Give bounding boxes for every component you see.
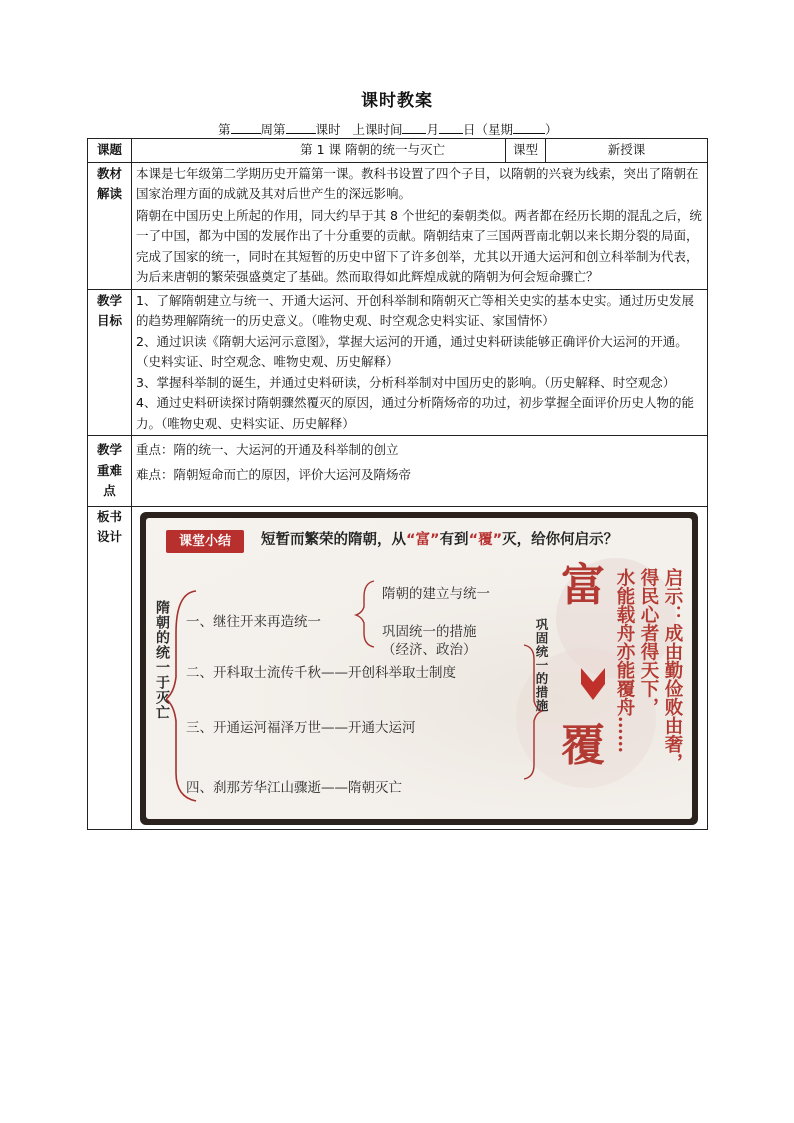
goal-item: 2、通过识读《隋朝大运河示意图》，掌握大运河的开通，通过史料研读能够正确评价大运河的开通。（史料实证、时空观念、唯物史观、历史解释） <box>136 333 688 369</box>
label-topic: 课题 <box>88 139 132 163</box>
headline-fu2: “覆” <box>468 531 503 548</box>
insight-col-1: 启示：成由勤俭败由奢， <box>662 567 683 771</box>
board-side-title: 隋朝的统一于灭亡 <box>154 599 170 720</box>
row-board <box>88 506 708 829</box>
consolidation-vertical: 巩固统一的措施 <box>534 617 549 712</box>
row-material <box>88 162 708 289</box>
subtitle-day-weekday: 日（星期 <box>463 122 514 137</box>
branch-4: 四、刹那芳华江山骤逝——隋朝灭亡 <box>186 779 402 796</box>
blank-period[interactable] <box>286 121 316 134</box>
subtitle-time: 上课时间 <box>352 122 403 137</box>
subtitle-di: 第 <box>218 122 231 137</box>
key-points-content <box>132 436 708 507</box>
blackboard-summary-image <box>140 512 698 825</box>
blank-week[interactable] <box>231 121 261 134</box>
label-key-points: 教学重难点 <box>88 436 132 507</box>
branch-1-sub-b: 巩固统一的措施 <box>382 623 477 640</box>
row-topic <box>88 139 708 163</box>
branch-1-sub-b-note: （经济、政治） <box>382 641 477 658</box>
subtitle-close: ） <box>545 122 558 137</box>
goal-item: 3、掌握科举制的诞生，并通过史料研读，分析科举制对中国历史的影响。（历史解释、时空观念） <box>136 374 676 390</box>
branch-3: 三、开通运河福泽万世——开通大运河 <box>186 719 416 736</box>
goals-content <box>132 289 708 436</box>
big-char-fu: 富 <box>561 559 605 611</box>
goal-item: 1、了解隋朝建立与统一、开通大运河、开创科举制和隋朝灭亡等相关史实的基本史实。通过历史发展的趋势理解隋统一的历史意义。（唯物史观、时空观念史料实证、家国情怀） <box>136 292 694 328</box>
blank-weekday[interactable] <box>513 121 545 134</box>
subtitle-keshi: 课时 <box>315 122 341 137</box>
key-point: 重点：隋的统一、大运河的开通及科举制的创立 <box>136 442 399 457</box>
subtitle-month: 月 <box>426 122 439 137</box>
branch-2: 二、开科取士流传千秋——开创科举取士制度 <box>186 664 456 681</box>
label-type: 课型 <box>506 139 546 163</box>
subtitle-zhou: 周第 <box>260 122 286 137</box>
summary-tag: 课堂小结 <box>166 530 244 553</box>
lesson-plan-table <box>87 138 708 830</box>
row-key-points <box>88 436 708 507</box>
headline-fu: “富” <box>406 531 440 548</box>
page-title: 课时教案 <box>361 91 433 111</box>
board-cell <box>132 506 708 829</box>
down-arrow-icon <box>578 664 608 704</box>
blank-day[interactable] <box>439 121 463 134</box>
material-para-1: 本课是七年级第二学期历史开篇第一课。教科书设置了四个子目，以隋朝的兴衰为线索，突出了隋朝在国家治理方面的成就及其对后世产生的深远影响。 <box>136 165 699 201</box>
label-goals: 教学目标 <box>88 289 132 436</box>
label-material: 教材解读 <box>88 162 132 289</box>
headline-part-3: 灭，给你何启示？ <box>502 531 619 548</box>
insight-col-3: 水能载舟亦能覆舟…… <box>614 567 635 753</box>
material-para-2: 隋朝在中国历史上所起的作用，同大约早于其 8 个世纪的秦朝类似。两者都在经历长期的混乱之后，统一了中国，都为中国的发展作出了十分重要的贡献。隋朝结束了三国两晋南北朝以来长期分裂的局面，完成了国家的统一，同时在其短暂的历史中留下了许多创举，尤其以开通大运河和创立科举制为代表，为后来唐朝的繁荣强盛奠定了基础。然而取得如此辉煌成就的隋朝为何会短命骤亡？ <box>136 207 702 284</box>
branch-1: 一、继往开来再造统一 <box>186 613 321 630</box>
row-goals <box>88 289 708 436</box>
big-char-fu2: 覆 <box>561 719 605 771</box>
difficult-point: 难点：隋朝短命而亡的原因，评价大运河及隋炀帝 <box>136 466 412 482</box>
headline-part-1: 短暂而繁荣的隋朝，从 <box>261 531 406 548</box>
insight-col-2: 得民心者得天下， <box>638 567 659 716</box>
board-headline <box>261 530 618 551</box>
lesson-type: 新授课 <box>546 139 708 163</box>
lesson-schedule-line <box>218 120 558 138</box>
board-paper <box>146 518 692 819</box>
label-board: 板书设计 <box>88 506 132 829</box>
lesson-title: 第 1 课 隋朝的统一与灭亡 <box>132 139 506 163</box>
branch-1-sub-a: 隋朝的建立与统一 <box>382 585 490 602</box>
blank-month[interactable] <box>402 121 426 134</box>
material-content <box>132 162 708 289</box>
headline-part-2: 有到 <box>439 531 469 548</box>
goal-item: 4、通过史料研读探讨隋朝骤然覆灭的原因，通过分析隋炀帝的功过，初步掌握全面评价历史人物的能力。（唯物史观、史料实证、历史解释） <box>136 395 694 431</box>
